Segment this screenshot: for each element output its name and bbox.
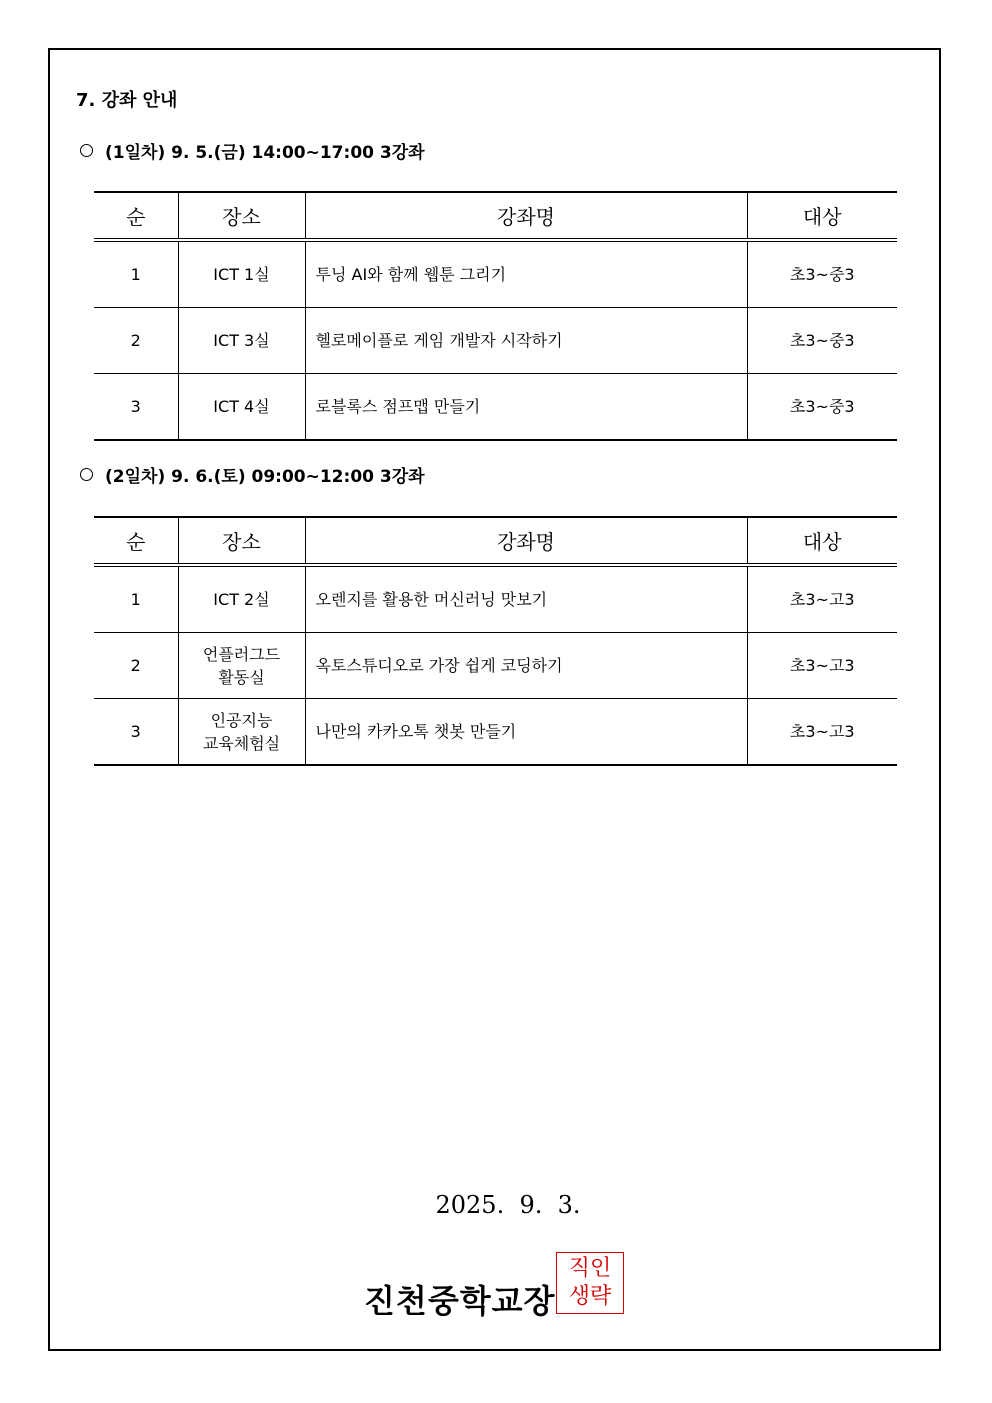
- table-row: [94, 699, 897, 766]
- cell-target: 초3~고3: [747, 565, 897, 633]
- col-header-no: 순: [94, 192, 178, 240]
- table-row: [94, 565, 897, 633]
- col-header-place: 장소: [178, 192, 305, 240]
- cell-course: 로블록스 점프맵 만들기: [305, 374, 747, 441]
- cell-target: 초3~고3: [747, 633, 897, 699]
- cell-no: 2: [94, 308, 178, 374]
- cell-no: 1: [94, 240, 178, 308]
- table-header-row: [94, 192, 897, 240]
- table-row: [94, 308, 897, 374]
- session-2-table: [94, 516, 897, 766]
- bullet-circle-icon: [80, 468, 93, 481]
- cell-course: 나만의 카카오톡 챗봇 만들기: [305, 699, 747, 766]
- cell-place: ICT 1실: [178, 240, 305, 308]
- table-row: [94, 633, 897, 699]
- col-header-no: 순: [94, 517, 178, 565]
- session-1-table: [94, 191, 897, 441]
- session-1-title-text: (1일차) 9. 5.(금) 14:00~17:00 3강좌: [105, 143, 425, 163]
- cell-place: 언플러그드 활동실: [178, 633, 305, 699]
- session-2-title-text: (2일차) 9. 6.(토) 09:00~12:00 3강좌: [105, 467, 425, 487]
- cell-target: 초3~중3: [747, 308, 897, 374]
- table-header-row: [94, 517, 897, 565]
- session-2-title: [80, 462, 425, 487]
- cell-course: 옥토스튜디오로 가장 쉽게 코딩하기: [305, 633, 747, 699]
- col-header-target: 대상: [747, 517, 897, 565]
- col-header-course: 강좌명: [305, 517, 747, 565]
- document-date: 2025. 9. 3.: [435, 1191, 581, 1219]
- cell-place: ICT 2실: [178, 565, 305, 633]
- official-seal: [556, 1252, 624, 1314]
- table-row: [94, 240, 897, 308]
- col-header-course: 강좌명: [305, 192, 747, 240]
- cell-no: 3: [94, 374, 178, 441]
- cell-no: 2: [94, 633, 178, 699]
- principal-name: 진천중학교장: [364, 1282, 556, 1320]
- cell-place: ICT 4실: [178, 374, 305, 441]
- seal-line-1: 직인: [568, 1256, 612, 1281]
- cell-target: 초3~고3: [747, 699, 897, 766]
- col-header-place: 장소: [178, 517, 305, 565]
- cell-place: ICT 3실: [178, 308, 305, 374]
- cell-course: 오렌지를 활용한 머신러닝 맛보기: [305, 565, 747, 633]
- bullet-circle-icon: [80, 144, 93, 157]
- session-1-title: [80, 138, 425, 163]
- cell-course: 헬로메이플로 게임 개발자 시작하기: [305, 308, 747, 374]
- section-heading: 7. 강좌 안내: [76, 90, 178, 111]
- seal-line-2: 생략: [568, 1284, 612, 1309]
- col-header-target: 대상: [747, 192, 897, 240]
- cell-target: 초3~중3: [747, 374, 897, 441]
- table-row: [94, 374, 897, 441]
- cell-place: 인공지능 교육체험실: [178, 699, 305, 766]
- cell-course: 투닝 AI와 함께 웹툰 그리기: [305, 240, 747, 308]
- cell-no: 3: [94, 699, 178, 766]
- cell-no: 1: [94, 565, 178, 633]
- cell-target: 초3~중3: [747, 240, 897, 308]
